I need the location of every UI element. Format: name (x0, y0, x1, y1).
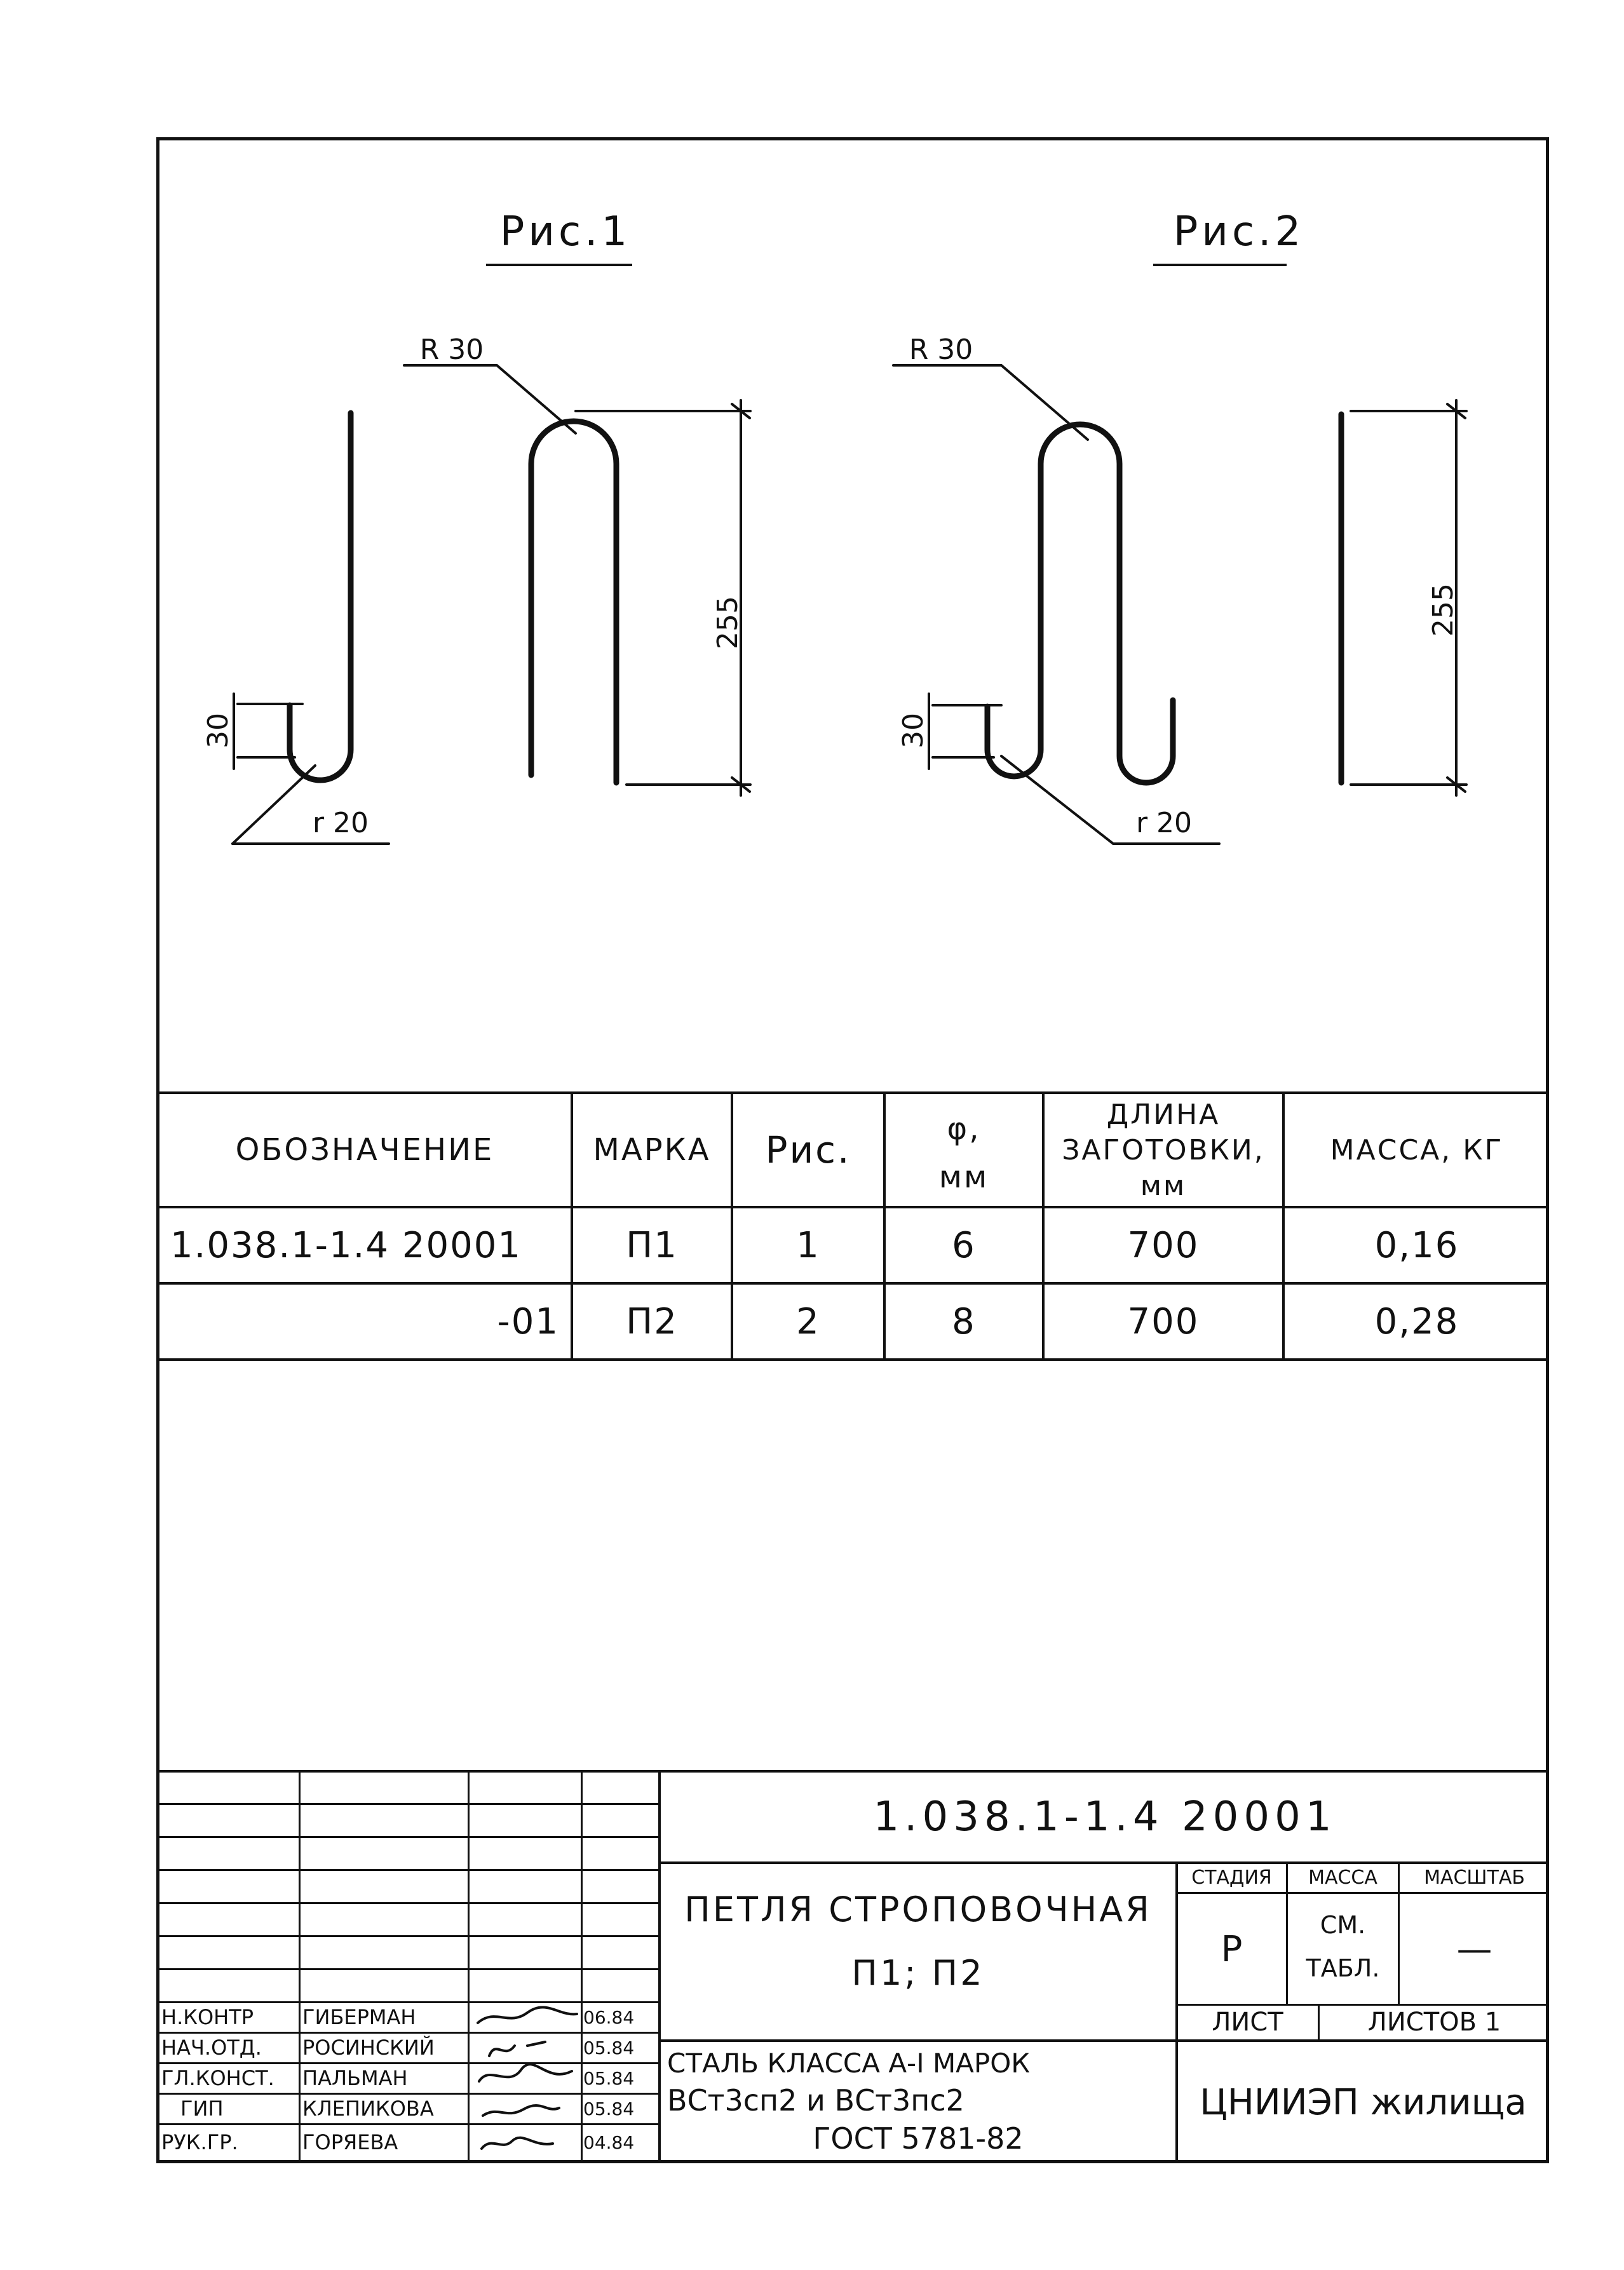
fig1-hook-bar (290, 413, 351, 780)
signature-date: 05.84 (583, 2098, 635, 2119)
fig1-loop-bar (531, 421, 616, 783)
row2-mass: 0,28 (1374, 1301, 1459, 1342)
header-diameter: φ, мм (938, 1111, 989, 1195)
row2-length: 700 (1127, 1301, 1200, 1342)
row1-mass: 0,16 (1374, 1224, 1459, 1266)
stamp-scale-value: — (1456, 1928, 1492, 1970)
signature-date: 05.84 (583, 2037, 635, 2058)
row2-mark: П2 (626, 1301, 678, 1342)
signature-role: РУК.ГР. (161, 2130, 238, 2154)
header-mark: МАРКА (593, 1132, 711, 1168)
signature-name: ПАЛЬМАН (302, 2066, 408, 2090)
fig2-s-bar (987, 424, 1173, 783)
header-mass: МАССА, КГ (1330, 1133, 1504, 1166)
fig1-height-dimension: 255 (711, 596, 744, 649)
row1-designation: 1.038.1-1.4 20001 (170, 1224, 522, 1266)
stamp-document-code: 1.038.1-1.4 20001 (873, 1794, 1337, 1841)
signature-date: 06.84 (583, 2006, 635, 2028)
fig1-radius-bottom-label: r 20 (312, 806, 369, 839)
header-figure: Рис. (765, 1128, 851, 1172)
fig2-hook-dimension: 30 (897, 713, 930, 748)
signature-name: РОСИНСКИЙ (302, 2036, 435, 2060)
signature-role: ГИП (180, 2097, 224, 2121)
row1-figure: 1 (796, 1224, 820, 1266)
header-length: ДЛИНА ЗАГОТОВКИ, мм (1062, 1098, 1265, 1202)
row1-mark: П1 (626, 1224, 678, 1266)
fig1-radius-top-label: R 30 (419, 333, 484, 366)
stamp-mass-value: СМ. ТАБЛ. (1306, 1911, 1380, 1982)
stamp-material-standard: ГОСТ 5781-82 (813, 2121, 1024, 2156)
signature-role: НАЧ.ОТД. (161, 2036, 262, 2060)
stamp-sheet-label: ЛИСТ (1212, 2008, 1283, 2037)
fig2-radius-bottom-label: r 20 (1135, 806, 1193, 839)
stamp-scale-label: МАСШТАБ (1424, 1866, 1525, 1889)
signature-date: 05.84 (583, 2067, 635, 2089)
stamp-product-marks: П1; П2 (851, 1952, 985, 1993)
stamp-mass-label: МАССА (1308, 1866, 1377, 1889)
stamp-stage-value: Р (1221, 1928, 1243, 1970)
stamp-organization: ЦНИИЭП жилища (1200, 2081, 1527, 2123)
row1-length: 700 (1127, 1224, 1200, 1266)
stamp-product-title: ПЕТЛЯ СТРОПОВОЧНАЯ (684, 1889, 1152, 1929)
figure-2-title-underline (1153, 264, 1287, 266)
header-designation: ОБОЗНАЧЕНИЕ (235, 1132, 494, 1168)
row2-designation: -01 (497, 1301, 559, 1342)
signature-name: ГИБЕРМАН (302, 2005, 416, 2029)
signature-role: Н.КОНТР (161, 2005, 254, 2029)
fig2-height-dimension: 255 (1426, 583, 1459, 637)
signature-role: ГЛ.КОНСТ. (161, 2066, 274, 2090)
signature-name: ГОРЯЕВА (302, 2130, 398, 2154)
signature-name: КЛЕПИКОВА (302, 2097, 434, 2121)
row2-figure: 2 (796, 1301, 820, 1342)
figure-1-title-underline (486, 264, 632, 266)
figure-1-title: Рис.1 (499, 208, 632, 255)
stamp-material-line1: СТАЛЬ КЛАССА А-I МАРОК (667, 2047, 1031, 2079)
row1-diameter: 6 (952, 1224, 976, 1266)
signature-date: 04.84 (583, 2132, 635, 2153)
stamp-material-line2: ВСт3сп2 и ВСт3пс2 (667, 2083, 964, 2118)
figure-2-title: Рис.2 (1173, 208, 1305, 255)
handwritten-signatures (470, 2001, 581, 2163)
fig1-hook-dimension: 30 (201, 713, 234, 748)
row2-diameter: 8 (952, 1301, 976, 1342)
fig2-radius-top-label: R 30 (909, 333, 973, 366)
stamp-sheets-label: ЛИСТОВ 1 (1367, 2008, 1501, 2037)
stamp-stage-label: СТАДИЯ (1191, 1866, 1272, 1889)
